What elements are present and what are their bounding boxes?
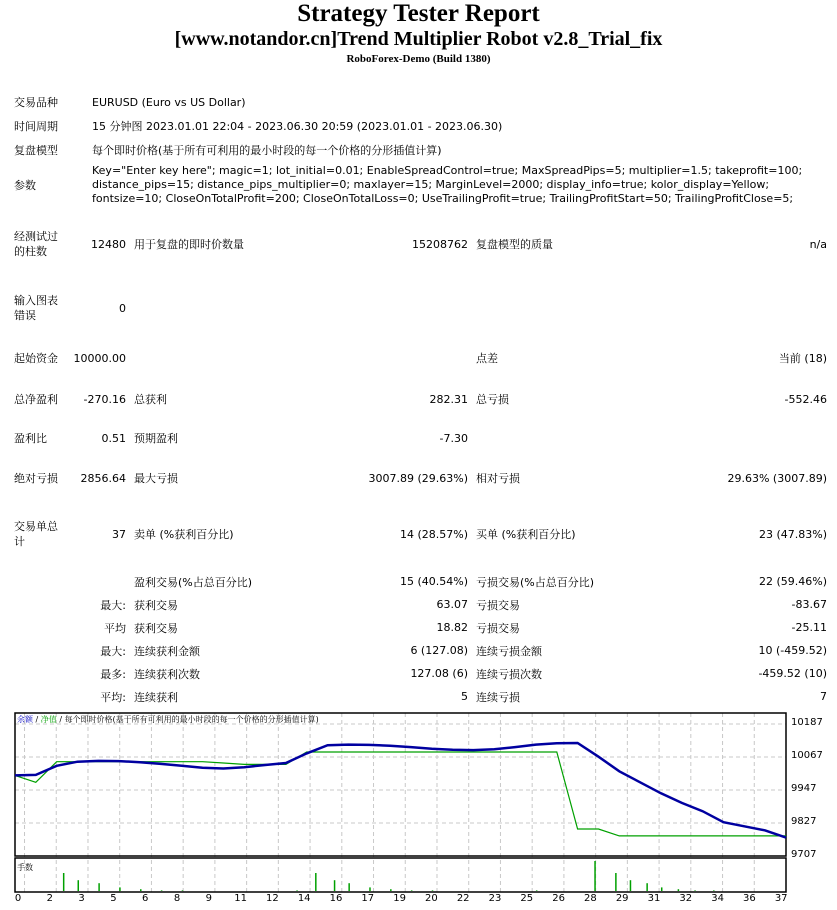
symbol-label: 交易品种 bbox=[14, 95, 58, 109]
deposit-value: 10000.00 bbox=[73, 351, 126, 365]
x-tick-label: 19 bbox=[393, 893, 406, 904]
max-consec-losses-label: 连续亏损金额 bbox=[476, 644, 543, 658]
x-tick-label: 22 bbox=[456, 893, 470, 904]
x-tick-label: 29 bbox=[615, 893, 629, 904]
params-value bbox=[62, 162, 837, 208]
avg-consec-losses-value: 7 bbox=[820, 690, 827, 703]
short-value: 14 (28.57%) bbox=[399, 527, 469, 541]
row-period bbox=[0, 114, 837, 138]
params-label: 参数 bbox=[14, 178, 36, 192]
most-prefix: 最多: bbox=[100, 667, 126, 681]
x-tick-label: 0 bbox=[14, 893, 22, 904]
legend-model: 每个即时价格(基于所有可利用的最小时段的每一个价格的分形插值计算) bbox=[64, 715, 319, 724]
row-net-profit bbox=[0, 380, 837, 418]
avg-loss-value: -25.11 bbox=[791, 621, 827, 634]
avg-loss-label: 亏损交易 bbox=[476, 621, 521, 635]
report-title: Strategy Tester Report bbox=[297, 0, 540, 27]
spread-label: 点差 bbox=[476, 352, 499, 365]
gross-loss-label: 总亏损 bbox=[476, 393, 510, 406]
total-trades-label: 交易单总计 bbox=[14, 520, 58, 548]
avg2-prefix: 平均: bbox=[100, 690, 126, 704]
x-tick-label: 6 bbox=[142, 893, 149, 904]
x-tick-label: 26 bbox=[552, 893, 565, 904]
avg-consec-wins-label: 连续获利 bbox=[134, 690, 178, 704]
net-profit-value: -270.16 bbox=[83, 392, 126, 406]
expected-payoff-value: -7.30 bbox=[439, 431, 469, 445]
deposit-label: 起始资金 bbox=[14, 351, 58, 365]
x-tick-label: 3 bbox=[78, 893, 85, 904]
period-value: 15 分钟图 2023.01.01 22:04 - 2023.06.30 20:59 (2023.01.01 - 2023.06.30) bbox=[92, 120, 503, 133]
row-most-consec bbox=[0, 662, 837, 685]
avg-profit-value: 18.82 bbox=[436, 621, 469, 634]
params-line-3: fontsize=10; CloseOnTotalProfit=200; CloseOnTotalLoss=0; UseTrailingProfit=true; TrailingProfitStart=50; TrailingProfitClose=5; bbox=[92, 192, 794, 205]
chart-legend: 余额 / 净值 / 每个即时价格(基于所有可利用的最小时段的每一个价格的分形插值计算) bbox=[17, 715, 319, 724]
largest-profit-label: 获利交易 bbox=[134, 598, 178, 612]
ticks-value: 15208762 bbox=[412, 237, 469, 251]
average-prefix: 平均 bbox=[104, 621, 126, 635]
x-tick-label: 25 bbox=[520, 893, 534, 904]
row-profit-factor bbox=[0, 418, 837, 458]
most-consec-profit-label: 连续获利次数 bbox=[134, 667, 200, 681]
bars-value: 12480 bbox=[91, 237, 126, 251]
most-consec-loss-label: 连续亏损次数 bbox=[476, 667, 543, 681]
max-drawdown-label: 最大亏损 bbox=[134, 472, 178, 485]
row-average bbox=[0, 616, 837, 639]
row-deposit bbox=[0, 336, 837, 380]
quality-label: 复盘模型的质量 bbox=[476, 238, 554, 251]
most-consec-loss-value: -459.52 (10) bbox=[758, 667, 827, 680]
row-errors bbox=[0, 280, 837, 336]
long-label: 买单 (%获利百分比) bbox=[476, 528, 576, 541]
x-tick-label: 11 bbox=[234, 893, 247, 904]
row-avg-consec bbox=[0, 685, 837, 708]
symbol-value: EURUSD (Euro vs US Dollar) bbox=[92, 95, 246, 109]
spread-value: 当前 (18) bbox=[778, 352, 827, 365]
largest-profit-value: 63.07 bbox=[436, 598, 469, 611]
volume-bars bbox=[63, 861, 715, 891]
bars-label: 经测试过的柱数 bbox=[14, 230, 58, 258]
max-consec-losses-value: 10 (-459.52) bbox=[758, 644, 827, 657]
y-tick-label: 10187 bbox=[791, 717, 823, 728]
gross-profit-value: 282.31 bbox=[429, 392, 469, 406]
y-tick-label: 10067 bbox=[791, 750, 823, 761]
x-tick-label: 31 bbox=[647, 893, 661, 904]
chart-grid bbox=[15, 713, 786, 892]
row-largest bbox=[0, 593, 837, 616]
abs-drawdown-label: 绝对亏损 bbox=[14, 471, 58, 485]
row-drawdown bbox=[0, 458, 837, 498]
row-params bbox=[0, 162, 837, 208]
volume-label: 手数 bbox=[17, 863, 33, 872]
max-prefix: 最大: bbox=[100, 644, 126, 658]
total-trades-value: 37 bbox=[112, 527, 126, 541]
loss-trades-value: 22 (59.46%) bbox=[758, 575, 827, 588]
x-tick-label: 32 bbox=[679, 893, 693, 904]
x-tick-label: 2 bbox=[46, 893, 53, 904]
x-tick-label: 16 bbox=[329, 893, 343, 904]
max-consec-wins-value: 6 (127.08) bbox=[410, 644, 469, 657]
model-value: 每个即时价格(基于所有可利用的最小时段的每一个价格的分形插值计算) bbox=[92, 144, 442, 157]
x-tick-label: 12 bbox=[266, 893, 279, 904]
profit-factor-value: 0.51 bbox=[101, 431, 126, 445]
y-tick-label: 9707 bbox=[791, 849, 817, 860]
loss-trades-label: 亏损交易(%占总百分比) bbox=[476, 575, 595, 589]
max-drawdown-value: 3007.89 (29.63%) bbox=[368, 471, 469, 485]
x-tick-label: 5 bbox=[110, 893, 117, 904]
rel-drawdown-value: 29.63% (3007.89) bbox=[727, 471, 827, 485]
params-line-2: distance_pips=15; distance_pips_multiplier=0; maxlayer=15; MarginLevel=2000; display_info=true; kolor_display=Yellow; bbox=[92, 178, 770, 191]
short-label: 卖单 (%获利百分比) bbox=[134, 528, 234, 541]
x-tick-label: 34 bbox=[711, 893, 724, 904]
avg-profit-label: 获利交易 bbox=[134, 621, 178, 635]
row-model bbox=[0, 138, 837, 162]
x-tick-label: 14 bbox=[297, 893, 311, 904]
expected-payoff-label: 预期盈利 bbox=[134, 432, 178, 445]
rel-drawdown-label: 相对亏损 bbox=[476, 472, 521, 485]
legend-equity: 净值 bbox=[40, 715, 57, 724]
abs-drawdown-value: 2856.64 bbox=[80, 471, 126, 485]
avg-consec-wins-value: 5 bbox=[461, 690, 469, 703]
gross-loss-value: -552.46 bbox=[784, 392, 827, 406]
ticks-label: 用于复盘的即时价数量 bbox=[134, 238, 244, 251]
avg-consec-losses-label: 连续亏损 bbox=[476, 690, 521, 704]
max-consec-wins-label: 连续获利金额 bbox=[134, 644, 200, 658]
largest-loss-label: 亏损交易 bbox=[476, 598, 521, 612]
largest-prefix: 最大: bbox=[100, 598, 126, 612]
largest-loss-value: -83.67 bbox=[791, 598, 827, 611]
quality-value: n/a bbox=[809, 237, 827, 251]
profit-factor-label: 盈利比 bbox=[14, 431, 47, 445]
main-chart-frame bbox=[15, 713, 786, 856]
net-profit-label: 总净盈利 bbox=[14, 392, 58, 406]
errors-label: 输入图表错误 bbox=[14, 294, 58, 322]
x-tick-label: 9 bbox=[205, 893, 212, 904]
x-tick-label: 23 bbox=[488, 893, 502, 904]
x-tick-label: 28 bbox=[584, 893, 597, 904]
x-tick-label: 17 bbox=[361, 893, 375, 904]
x-tick-label: 8 bbox=[173, 893, 181, 904]
row-bars bbox=[0, 208, 837, 280]
most-consec-profit-value: 127.08 (6) bbox=[410, 667, 469, 680]
report-header bbox=[0, 0, 837, 67]
errors-value: 0 bbox=[119, 301, 126, 315]
report-table bbox=[0, 90, 837, 708]
row-total-trades bbox=[0, 498, 837, 570]
long-value: 23 (47.83%) bbox=[758, 527, 827, 541]
params-line-1: Key="Enter key here"; magic=1; lot_initial=0.01; EnableSpreadControl=true; MaxSpreadPips=5; multiplier=1.5; takeprofit=100; bbox=[92, 164, 803, 177]
x-tick-label: 37 bbox=[774, 893, 788, 904]
gross-profit-label: 总获利 bbox=[134, 393, 167, 406]
profit-trades-value: 15 (40.54%) bbox=[399, 575, 469, 588]
y-tick-label: 9947 bbox=[791, 783, 817, 794]
profit-trades-label: 盈利交易(%占总百分比) bbox=[134, 575, 253, 589]
x-tick-label: 36 bbox=[743, 893, 756, 904]
legend-balance: 余额 bbox=[17, 715, 33, 724]
volume-chart-frame bbox=[15, 858, 786, 892]
row-profit-trades bbox=[0, 570, 837, 593]
balance-equity-chart bbox=[0, 710, 837, 910]
row-max-consec bbox=[0, 639, 837, 662]
period-label: 时间周期 bbox=[14, 119, 58, 133]
expert-name: [www.notandor.cn]Trend Multiplier Robot v2.8_Trial_fix bbox=[174, 28, 663, 50]
model-label: 复盘模型 bbox=[14, 143, 58, 157]
x-tick-label: 20 bbox=[425, 893, 438, 904]
y-tick-label: 9827 bbox=[791, 816, 817, 827]
row-symbol bbox=[0, 90, 837, 114]
server-build: RoboForex-Demo (Build 1380) bbox=[346, 53, 491, 65]
